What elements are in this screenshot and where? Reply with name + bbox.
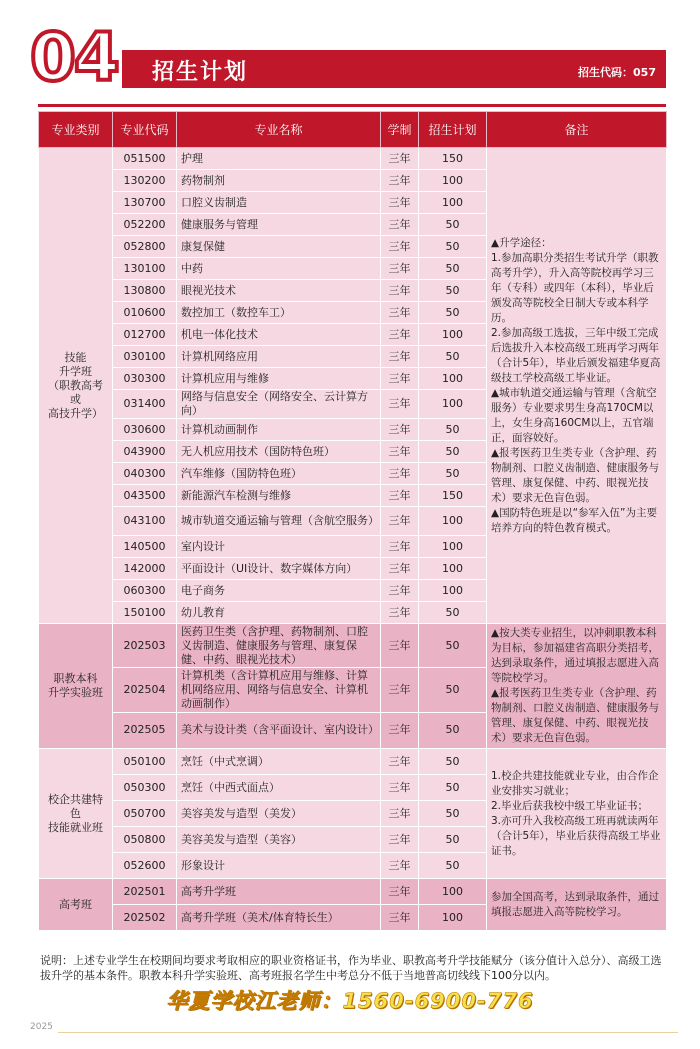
years-cell: 三年 [381, 879, 419, 905]
footnote: 说明：上述专业学生在校期间均要求考取相应的职业资格证书，作为毕业、职教高考升学技能赋分（该分值计入总分）、高级工选拔升学的基本条件。职教本科升学实验班、高考班报名学生中考总分不低于当地普高切线线下100分以内。 [40, 954, 662, 982]
plan-cell: 50 [419, 827, 487, 853]
years-cell: 三年 [381, 905, 419, 931]
plan-cell: 50 [419, 236, 487, 258]
table-row [39, 624, 667, 668]
code-cell: 043100 [113, 507, 177, 536]
header-note: 备注 [487, 112, 667, 148]
years-cell: 三年 [381, 775, 419, 801]
note-cell: 参加全国高考，达到录取条件，通过填报志愿进入高等院校学习。 [487, 879, 667, 931]
plan-cell: 150 [419, 148, 487, 170]
name-cell: 口腔义齿制造 [177, 192, 381, 214]
name-cell: 计算机网络应用 [177, 346, 381, 368]
code-cell: 202504 [113, 668, 177, 712]
years-cell: 三年 [381, 302, 419, 324]
years-cell: 三年 [381, 280, 419, 302]
name-cell: 高考升学班（美术/体育特长生） [177, 905, 381, 931]
code-cell: 031400 [113, 390, 177, 419]
years-cell: 三年 [381, 324, 419, 346]
plan-cell: 50 [419, 463, 487, 485]
category-cell: 高考班 [39, 879, 113, 931]
years-cell: 三年 [381, 390, 419, 419]
code-cell: 030300 [113, 368, 177, 390]
code-cell: 202505 [113, 712, 177, 748]
code-cell: 050800 [113, 827, 177, 853]
code-cell: 051500 [113, 148, 177, 170]
code-cell: 130200 [113, 170, 177, 192]
category-cell: 校企共建特色 技能就业班 [39, 749, 113, 879]
years-cell: 三年 [381, 463, 419, 485]
name-cell: 护理 [177, 148, 381, 170]
years-cell: 三年 [381, 801, 419, 827]
years-cell: 三年 [381, 668, 419, 712]
plan-cell: 50 [419, 853, 487, 879]
code-cell: 130800 [113, 280, 177, 302]
name-cell: 计算机动画制作 [177, 419, 381, 441]
enrollment-code: 招生代码：057 [578, 66, 656, 79]
plan-cell: 50 [419, 624, 487, 668]
name-cell: 高考升学班 [177, 879, 381, 905]
plan-cell: 50 [419, 801, 487, 827]
code-cell: 010600 [113, 302, 177, 324]
note-cell: 1.校企共建技能就业专业，由合作企业安排实习就业； 2.毕业后获我校中级工毕业证书； 3.亦可升入我校高级工班再就读两年（合计5年），毕业后获得高级工毕业证书。 [487, 749, 667, 879]
table-row [39, 879, 667, 905]
plan-cell: 100 [419, 536, 487, 558]
plan-cell: 100 [419, 170, 487, 192]
code-cell: 050100 [113, 749, 177, 775]
years-cell: 三年 [381, 536, 419, 558]
name-cell: 烹饪（中式烹调） [177, 749, 381, 775]
name-cell: 计算机类（含计算机应用与维修、计算机网络应用、网络与信息安全、计算机动画制作） [177, 668, 381, 712]
code-cell: 052600 [113, 853, 177, 879]
plan-cell: 50 [419, 775, 487, 801]
plan-cell: 100 [419, 192, 487, 214]
plan-cell: 100 [419, 390, 487, 419]
plan-cell: 50 [419, 346, 487, 368]
code-cell: 202502 [113, 905, 177, 931]
years-cell: 三年 [381, 170, 419, 192]
plan-cell: 50 [419, 214, 487, 236]
name-cell: 电子商务 [177, 580, 381, 602]
table-header-row [39, 112, 667, 148]
name-cell: 美容美发与造型（美容） [177, 827, 381, 853]
code-cell: 050700 [113, 801, 177, 827]
promo-contact: 华夏学校江老师：1560-6900-776 [166, 989, 534, 1013]
years-cell: 三年 [381, 827, 419, 853]
name-cell: 无人机应用技术（国防特色班） [177, 441, 381, 463]
title-divider [38, 104, 666, 107]
years-cell: 三年 [381, 485, 419, 507]
header-name: 专业名称 [177, 112, 381, 148]
name-cell: 新能源汽车检测与维修 [177, 485, 381, 507]
name-cell: 眼视光技术 [177, 280, 381, 302]
code-cell: 130100 [113, 258, 177, 280]
code-cell: 052200 [113, 214, 177, 236]
name-cell: 形象设计 [177, 853, 381, 879]
code-cell: 130700 [113, 192, 177, 214]
years-cell: 三年 [381, 602, 419, 624]
name-cell: 计算机应用与维修 [177, 368, 381, 390]
page-title: 招生计划 [152, 60, 249, 85]
category-cell: 职教本科 升学实验班 [39, 624, 113, 749]
code-cell: 030600 [113, 419, 177, 441]
name-cell: 美术与设计类（含平面设计、室内设计） [177, 712, 381, 748]
name-cell: 城市轨道交通运输与管理（含航空服务） [177, 507, 381, 536]
name-cell: 平面设计（UI设计、数字媒体方向） [177, 558, 381, 580]
code-cell: 060300 [113, 580, 177, 602]
plan-cell: 100 [419, 879, 487, 905]
code-cell: 030100 [113, 346, 177, 368]
years-cell: 三年 [381, 853, 419, 879]
name-cell: 数控加工（数控车工） [177, 302, 381, 324]
plan-cell: 50 [419, 602, 487, 624]
plan-cell: 50 [419, 441, 487, 463]
plan-cell: 50 [419, 749, 487, 775]
years-cell: 三年 [381, 258, 419, 280]
years-cell: 三年 [381, 148, 419, 170]
code-cell: 150100 [113, 602, 177, 624]
plan-cell: 50 [419, 419, 487, 441]
years-cell: 三年 [381, 346, 419, 368]
name-cell: 幼儿教育 [177, 602, 381, 624]
code-cell: 202503 [113, 624, 177, 668]
years-cell: 三年 [381, 419, 419, 441]
category-cell: 技能 升学班 （职教高考或 高技升学） [39, 148, 113, 624]
code-cell: 043900 [113, 441, 177, 463]
years-cell: 三年 [381, 580, 419, 602]
code-cell: 202501 [113, 879, 177, 905]
name-cell: 中药 [177, 258, 381, 280]
name-cell: 医药卫生类（含护理、药物制剂、口腔义齿制造、健康服务与管理、康复保健、中药、眼视光技术） [177, 624, 381, 668]
plan-cell: 50 [419, 302, 487, 324]
code-cell: 140500 [113, 536, 177, 558]
table-row [39, 148, 667, 170]
years-cell: 三年 [381, 192, 419, 214]
table-row [39, 749, 667, 775]
years-cell: 三年 [381, 441, 419, 463]
plan-cell: 100 [419, 580, 487, 602]
name-cell: 烹饪（中西式面点） [177, 775, 381, 801]
name-cell: 机电一体化技术 [177, 324, 381, 346]
plan-cell: 50 [419, 668, 487, 712]
name-cell: 室内设计 [177, 536, 381, 558]
name-cell: 网络与信息安全（网络安全、云计算方向） [177, 390, 381, 419]
plan-cell: 50 [419, 280, 487, 302]
plan-cell: 100 [419, 324, 487, 346]
years-cell: 三年 [381, 236, 419, 258]
plan-cell: 100 [419, 368, 487, 390]
section-number: 04 [30, 19, 118, 96]
years-cell: 三年 [381, 214, 419, 236]
header-years: 学制 [381, 112, 419, 148]
plan-cell: 100 [419, 507, 487, 536]
footer-divider [58, 1032, 678, 1033]
code-cell: 050300 [113, 775, 177, 801]
year-label: 2025 [30, 1022, 53, 1032]
years-cell: 三年 [381, 624, 419, 668]
plan-cell: 50 [419, 258, 487, 280]
years-cell: 三年 [381, 712, 419, 748]
years-cell: 三年 [381, 749, 419, 775]
header-code: 专业代码 [113, 112, 177, 148]
years-cell: 三年 [381, 558, 419, 580]
code-cell: 040300 [113, 463, 177, 485]
header-category: 专业类别 [39, 112, 113, 148]
name-cell: 药物制剂 [177, 170, 381, 192]
code-cell: 052800 [113, 236, 177, 258]
name-cell: 康复保健 [177, 236, 381, 258]
plan-cell: 150 [419, 485, 487, 507]
years-cell: 三年 [381, 368, 419, 390]
plan-cell: 100 [419, 558, 487, 580]
code-cell: 142000 [113, 558, 177, 580]
code-cell: 043500 [113, 485, 177, 507]
name-cell: 美容美发与造型（美发） [177, 801, 381, 827]
note-cell: ▲升学途径： 1.参加高职分类招生考试升学（职教高考升学），升入高等院校再学习三年（专科）或四年（本科），毕业后颁发高等院校全日制大专或本科学历。 2.参加高级工选拔，三年中级工完成后选拔升入本校高级工班再学习两年（合计5年），毕业后颁发福建华夏高级技工学校高级工毕业证。 ▲城市轨道交通运输与管理（含航空服务）专业要求男生身高170CM以上，女生身高160CM以上，五官端正，面容姣好。 ▲报考医药卫生类专业（含护理、药物制剂、口腔义齿制造、健康服务与管理、康复保健、中药、眼视光技术）要求无色盲色弱。 ▲国防特色班是以“参军入伍”为主要培养方向的特色教育模式。 [487, 148, 667, 624]
plan-cell: 100 [419, 905, 487, 931]
name-cell: 汽车维修（国防特色班） [177, 463, 381, 485]
years-cell: 三年 [381, 507, 419, 536]
plan-cell: 50 [419, 712, 487, 748]
note-cell: ▲按大类专业招生，以冲刺职教本科为目标，参加福建省高职分类招考，达到录取条件，通过填报志愿进入高等院校学习。 ▲报考医药卫生类专业（含护理、药物制剂、口腔义齿制造、健康服务与管理、康复保健、中药、眼视光技术）要求无色盲色弱。 [487, 624, 667, 749]
enrollment-plan-table [38, 111, 667, 931]
name-cell: 健康服务与管理 [177, 214, 381, 236]
header-plan: 招生计划 [419, 112, 487, 148]
code-cell: 012700 [113, 324, 177, 346]
